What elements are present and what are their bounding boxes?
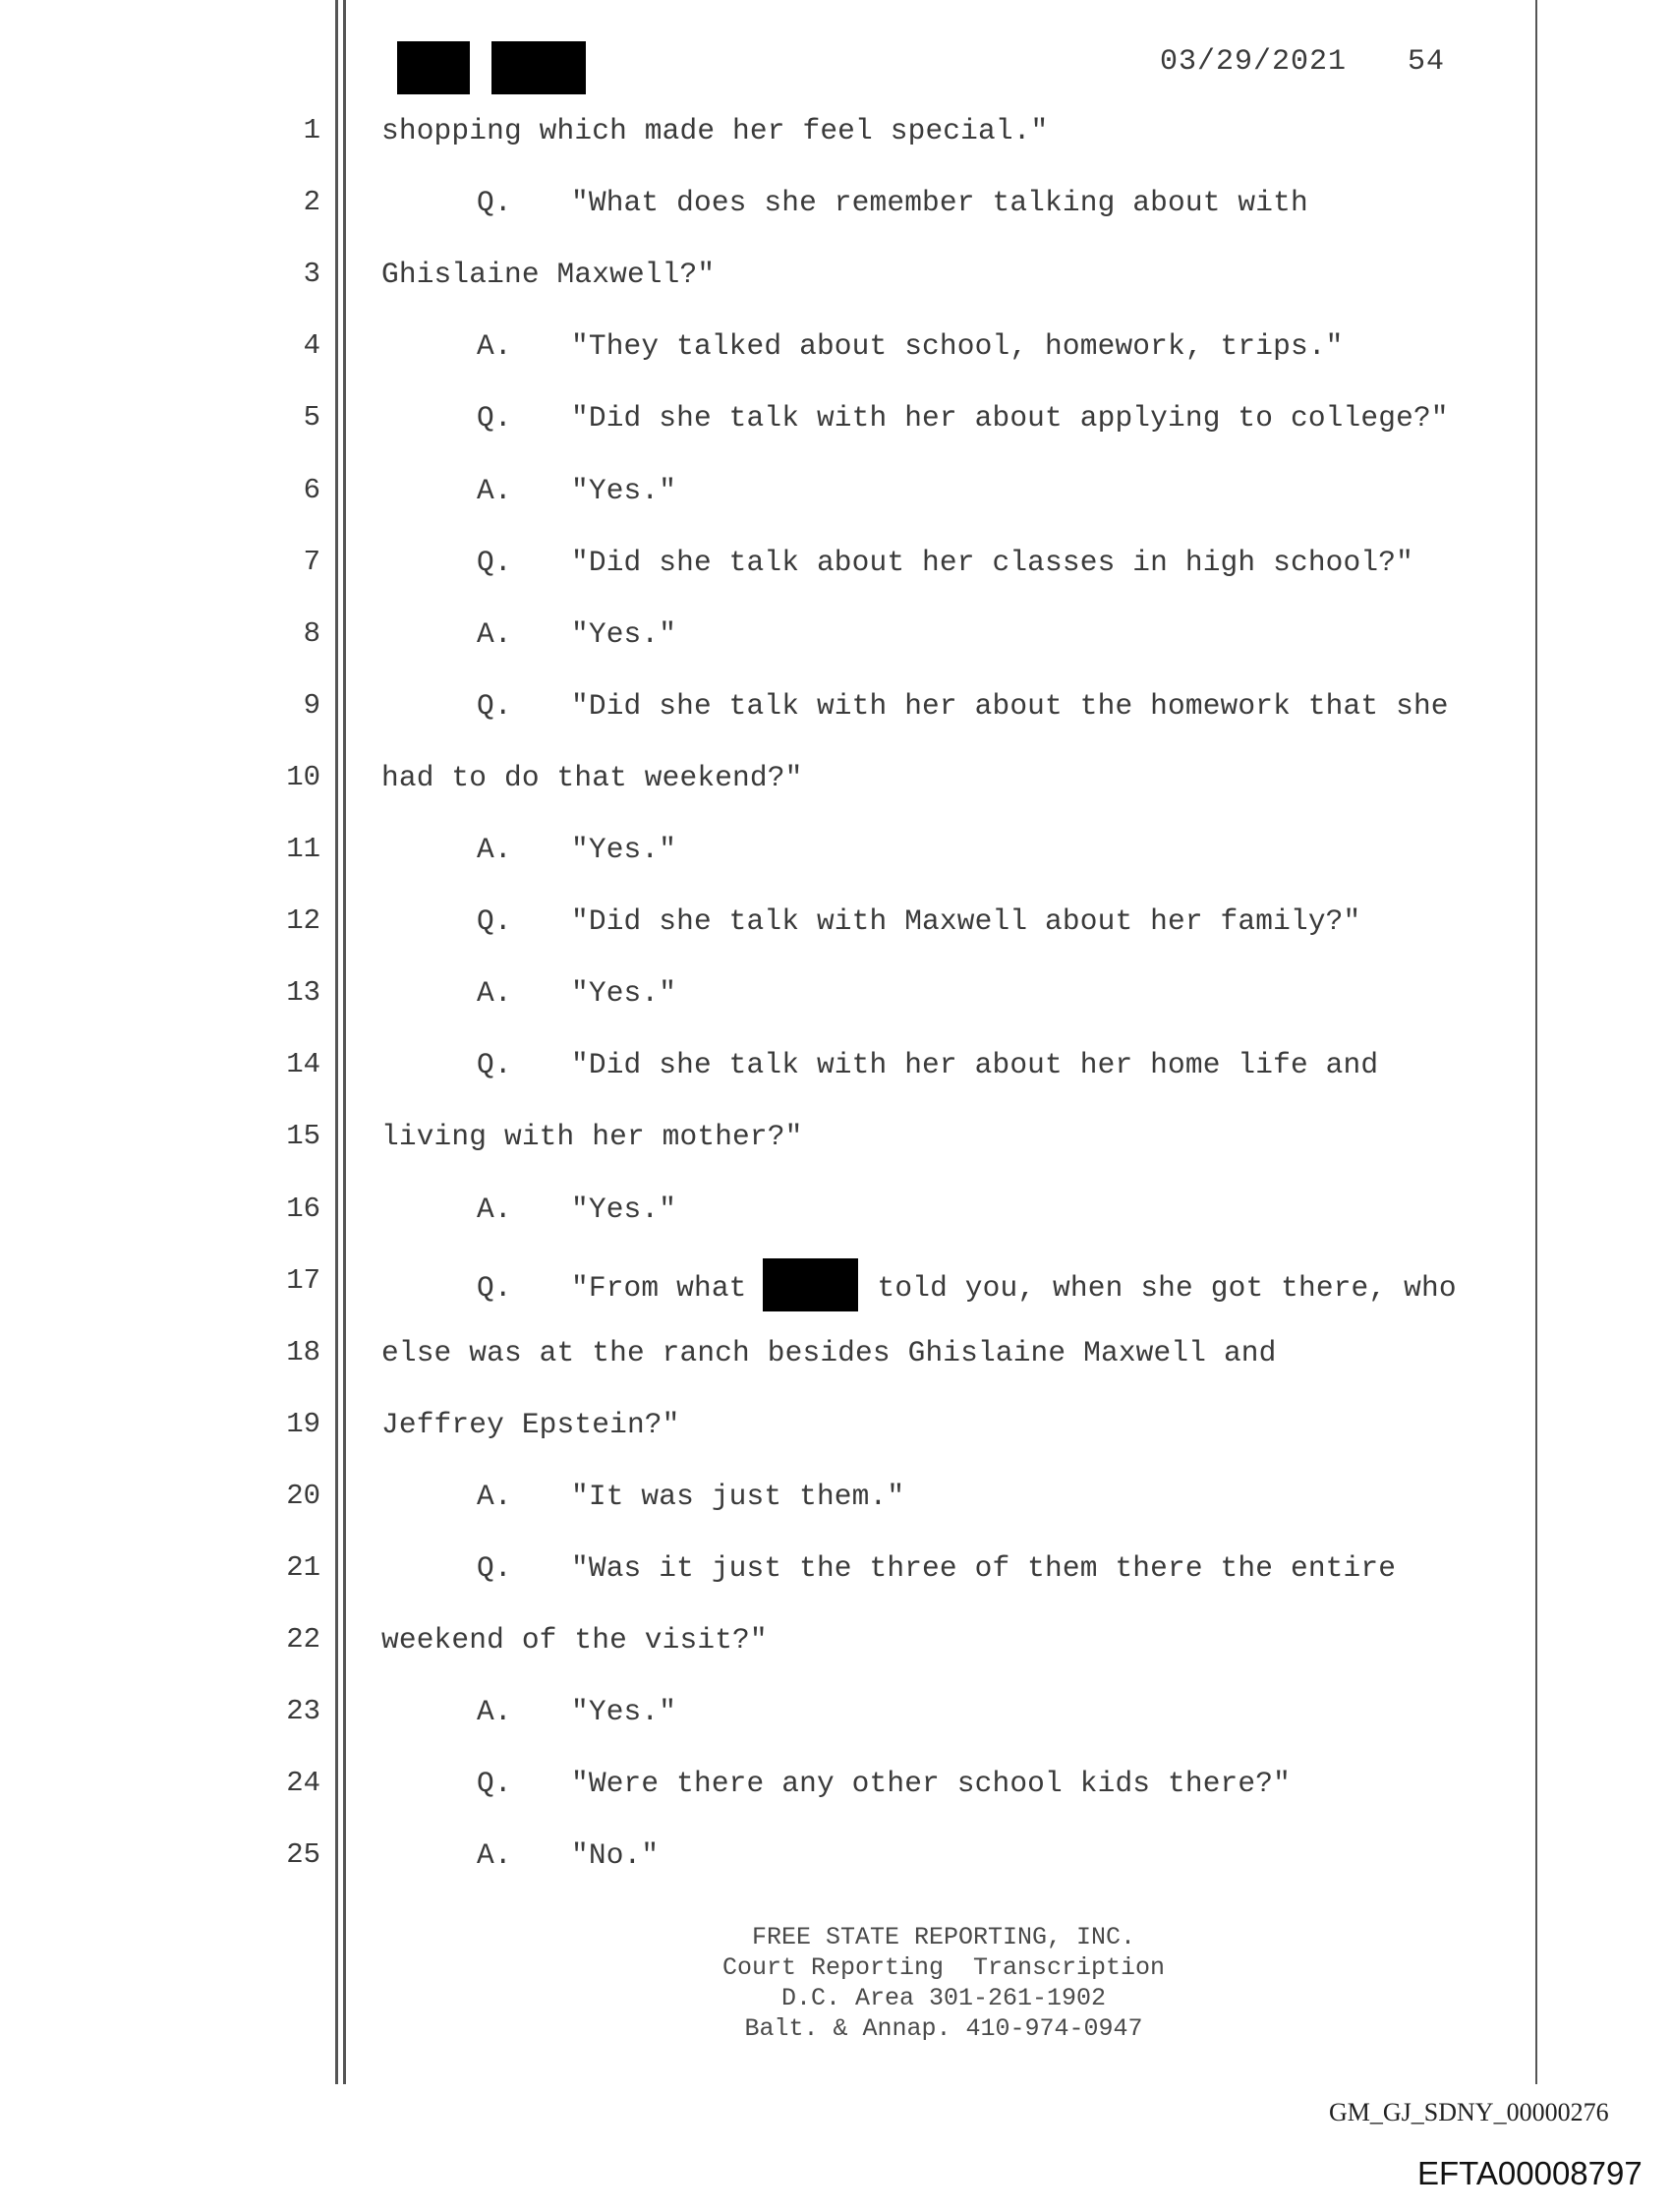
line-number: 4 [303,329,320,362]
line-number: 22 [286,1623,320,1656]
line-number: 13 [286,976,320,1009]
line-number: 16 [286,1193,320,1225]
line-text: "Was it just the three of them there the entire [571,1551,1397,1585]
line-text: else was at the ranch besides Ghislaine Maxwell and [381,1336,1277,1369]
line-text: "Yes." [571,617,677,651]
footer-dc-phone: D.C. Area 301-261-1902 [780,1984,1107,2012]
line-number: 25 [286,1838,320,1871]
question-label: Q. [477,546,512,579]
footer-balt-phone: Balt. & Annap. 410-974-0947 [744,2014,1143,2043]
line-number: 9 [303,689,320,722]
question-label: Q. [477,689,512,723]
transcript-line [477,471,676,510]
transcript-line [381,255,715,294]
margin-rule-left-inner [343,0,346,2084]
line-number: 23 [286,1695,320,1727]
line-text: shopping which made her feel special." [381,114,1049,147]
transcript-line [477,1548,1396,1588]
transcript-line [477,902,1360,941]
transcript-line [477,398,1449,437]
transcript-line [477,1477,904,1516]
transcript-line [477,543,1413,582]
line-number: 10 [286,761,320,793]
line-number: 17 [286,1264,320,1297]
answer-label: A. [477,474,512,507]
transcript-line [477,1261,1457,1314]
line-text: "Did she talk with her about her home life and [571,1048,1379,1081]
line-number: 8 [303,617,320,650]
line-number: 18 [286,1336,320,1368]
transcript-line [477,1764,1291,1803]
line-text: weekend of the visit?" [381,1623,768,1657]
transcript-line [381,111,1048,150]
line-number: 24 [286,1767,320,1799]
transcript-line [477,686,1449,726]
question-label: Q. [477,1048,512,1081]
answer-label: A. [477,617,512,651]
transcript-line [381,758,802,797]
line-text: Jeffrey Epstein?" [381,1408,680,1441]
question-label: Q. [477,1270,512,1305]
line-text: "They talked about school, homework, trips." [571,329,1344,363]
question-label: Q. [477,1767,512,1800]
line-number: 11 [286,833,320,865]
transcript-line [477,1835,659,1875]
transcript-line [477,830,676,869]
answer-label: A. [477,833,512,866]
page-number: 54 [1408,45,1446,79]
redaction-block [491,41,586,94]
line-text: "It was just them." [571,1480,905,1513]
reporter-footer [609,1922,1278,2044]
question-label: Q. [477,1551,512,1585]
line-number: 5 [303,401,320,434]
line-text: "Did she talk with her about applying to college?" [571,401,1449,435]
line-text: "No." [571,1838,660,1872]
line-number: 12 [286,904,320,937]
bates-number: GM_GJ_SDNY_00000276 [1329,2098,1609,2126]
line-text: "What does she remember talking about with [571,186,1308,219]
line-number: 21 [286,1551,320,1584]
line-number: 6 [303,474,320,506]
line-text: living with her mother?" [381,1120,803,1153]
question-label: Q. [477,186,512,219]
line-number: 20 [286,1480,320,1512]
line-text: "Did she talk about her classes in high school?" [571,546,1413,579]
line-text: "From what [571,1270,747,1305]
answer-label: A. [477,329,512,363]
efta-number: EFTA00008797 [1417,2155,1642,2191]
line-text: "Yes." [571,474,677,507]
margin-rule-right [1535,0,1537,2084]
transcript-line [477,1190,676,1229]
redaction-block [763,1258,858,1311]
line-text: "Were there any other school kids there?" [571,1767,1291,1800]
transcript-line [477,326,1344,366]
transcript-line [477,973,676,1013]
line-text: "Yes." [571,1695,677,1728]
transcript-line [381,1405,680,1444]
line-text: Ghislaine Maxwell?" [381,258,716,291]
transcript-line [381,1620,768,1659]
redaction-block [397,41,470,94]
transcript-line [477,1692,676,1731]
line-text: "Did she talk with Maxwell about her family?" [571,904,1361,938]
margin-rule-left-outer [335,0,338,2084]
transcript-line [477,1045,1378,1084]
line-number: 14 [286,1048,320,1080]
transcript-line [381,1333,1277,1372]
transcript-line [477,614,676,654]
answer-label: A. [477,1193,512,1226]
line-number: 19 [286,1408,320,1440]
footer-services: Court Reporting Transcription [721,1953,1166,1982]
line-text: "Did she talk with her about the homework that she [571,689,1449,723]
answer-label: A. [477,1695,512,1728]
line-number: 2 [303,186,320,218]
footer-company: FREE STATE REPORTING, INC. [751,1923,1136,1951]
header-date: 03/29/2021 [1160,45,1348,79]
question-label: Q. [477,401,512,435]
answer-label: A. [477,976,512,1010]
line-number: 1 [303,114,320,146]
line-number: 7 [303,546,320,578]
line-number: 15 [286,1120,320,1152]
line-number: 3 [303,258,320,290]
answer-label: A. [477,1838,512,1872]
question-label: Q. [477,904,512,938]
answer-label: A. [477,1480,512,1513]
line-text: had to do that weekend?" [381,761,803,794]
line-text: told you, when she got there, who [877,1270,1457,1305]
line-text: "Yes." [571,833,677,866]
transcript-line [381,1117,802,1156]
line-text: "Yes." [571,1193,677,1226]
line-text: "Yes." [571,976,677,1010]
transcript-line [477,183,1308,222]
